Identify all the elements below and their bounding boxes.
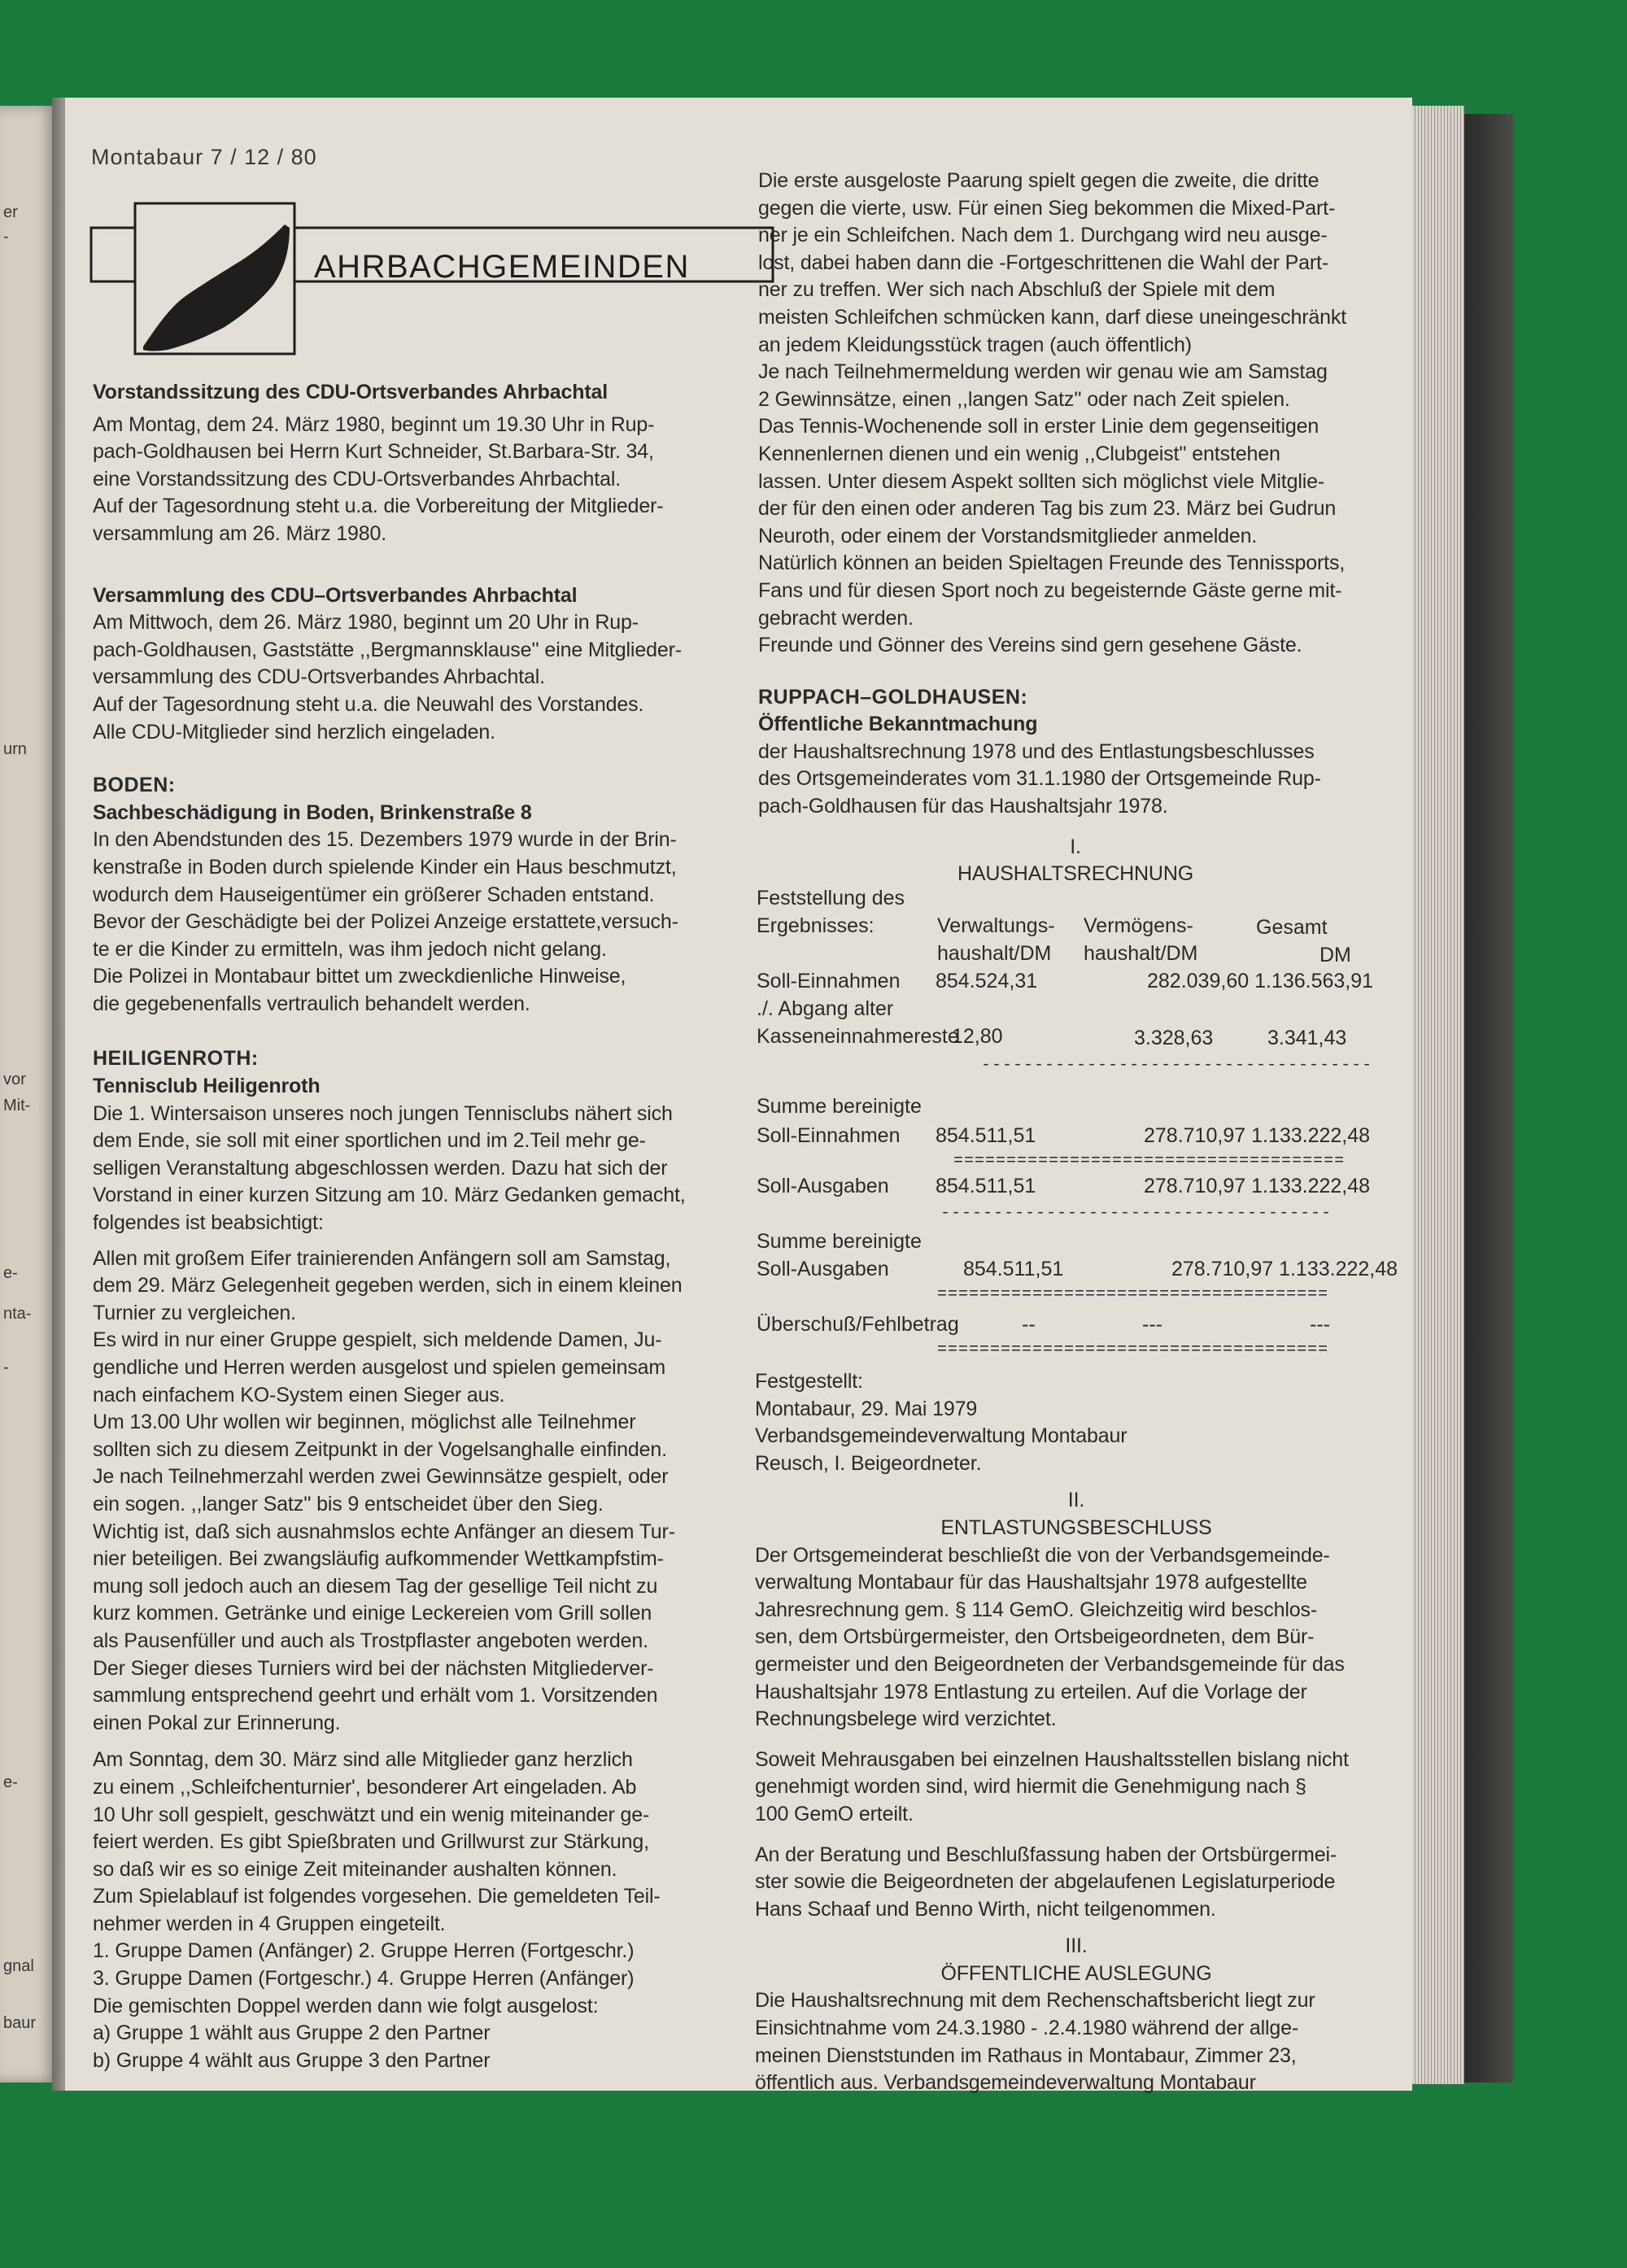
article-line: Es wird in nur einer Gruppe gespielt, sich meldende Damen, Ju- — [93, 1328, 662, 1352]
article-heading: Öffentliche Bekanntmachung — [758, 713, 1038, 736]
article-line: lost, dabei haben dann die -Fortgeschrittenen die Wahl der Part- — [758, 251, 1328, 274]
table-cell: -- — [1022, 1313, 1036, 1336]
article-line: als Pausenfüller und auch als Trostpflaster angeboten werden. — [93, 1629, 648, 1652]
table-cell: 282.039,60 1.136.563,91 — [1147, 970, 1374, 992]
article-line: Jahresrechnung gem. § 114 GemO. Gleichzeitig wird beschlos- — [755, 1598, 1318, 1621]
article-line: Je nach Teilnehmerzahl werden zwei Gewinnsätze gespielt, oder — [93, 1465, 669, 1489]
margin-fragment: er — [3, 203, 18, 221]
table-rule: ===================================== — [937, 1341, 1329, 1359]
margin-fragment: e- — [3, 1773, 18, 1791]
article-line: sollten sich zu diesem Zeitpunkt in der Vogelsanghalle einfinden. — [93, 1437, 667, 1461]
article-line: 10 Uhr soll gespielt, geschwätzt und ein wenig miteinander ge- — [93, 1803, 650, 1826]
margin-fragment: e- — [3, 1264, 18, 1282]
table-cell: 12,80 — [952, 1025, 1003, 1048]
table-col-header: DM — [1319, 944, 1351, 966]
page-edges — [1412, 106, 1464, 2084]
article-line: versammlung am 26. März 1980. — [93, 521, 387, 545]
article-line: pach-Goldhausen bei Herrn Kurt Schneider, St.Barbara-Str. 34, — [93, 440, 654, 464]
section-title: AHRBACHGEMEINDEN — [314, 249, 690, 285]
article-line: nehmer werden in 4 Gruppen eingeteilt. — [93, 1912, 446, 1935]
table-cell: 3.328,63 — [1134, 1027, 1214, 1049]
article-line: Am Sonntag, dem 30. März sind alle Mitglieder ganz herzlich — [93, 1748, 633, 1772]
article-line: Allen mit großem Eifer trainierenden Anfängern soll am Samstag, — [93, 1246, 671, 1270]
table-rule: ===================================== — [953, 1152, 1346, 1171]
article-line: meinen Dienststunden im Rathaus in Montabaur, Zimmer 23, — [755, 2043, 1297, 2067]
article-line: Freunde und Gönner des Vereins sind gern gesehene Gäste. — [758, 634, 1302, 657]
article-line: dem Ende, sie soll mit einer sportlichen und im 2.Teil mehr ge- — [93, 1129, 646, 1153]
table-cell: --- — [1142, 1313, 1162, 1336]
subsection-title: ENTLASTUNGSBESCHLUSS — [940, 1516, 1212, 1539]
table-rule: ===================================== — [937, 1285, 1329, 1304]
article-line: ein sogen. ,,langer Satz'' bis 9 entscheidet über den Sieg. — [93, 1492, 604, 1516]
table-col-header: haushalt/DM — [937, 942, 1052, 965]
article-line: eine Vorstandssitzung des CDU-Ortsverbandes Ahrbachtal. — [93, 467, 622, 491]
article-line: Der Sieger dieses Turniers wird bei der nächsten Mitgliederver- — [93, 1656, 654, 1680]
table-col-header: Vermögens- — [1084, 914, 1193, 937]
article-line: Zum Spielablauf ist folgendes vorgesehen. Die gemeldeten Teil- — [93, 1885, 661, 1908]
article-line: te er die Kinder zu ermitteln, was ihm jedoch nicht gelang. — [93, 937, 607, 961]
article-line: dem 29. März Gelegenheit gegeben werden, sich in einem kleinen — [93, 1274, 683, 1298]
article-line: pach-Goldhausen für das Haushaltsjahr 1978. — [758, 795, 1168, 818]
article-line: ner je ein Schleifchen. Nach dem 1. Durchgang wird neu ausge- — [758, 224, 1328, 247]
roman-numeral: I. — [1070, 835, 1081, 858]
masthead: Montabaur 7 / 12 / 80 — [91, 145, 317, 169]
article-line: folgendes ist beabsichtigt: — [93, 1211, 324, 1235]
article-line: Soweit Mehrausgaben bei einzelnen Haushaltsstellen bislang nicht — [755, 1747, 1349, 1771]
right-column-lower — [755, 1368, 1398, 2097]
article-line: Bevor der Geschädigte bei der Polizei Anzeige erstattete,versuch- — [93, 910, 678, 934]
table-cell: 278.710,97 1.133.222,48 — [1144, 1124, 1371, 1147]
newspaper-page — [65, 98, 1412, 2095]
article-line: Am Mittwoch, dem 26. März 1980, beginnt um 20 Uhr in Rup- — [93, 611, 639, 635]
table-row-label: Soll-Einnahmen — [757, 1124, 901, 1147]
table-cell: --- — [1310, 1313, 1330, 1336]
table-cell: 854.511,51 — [936, 1124, 1036, 1147]
table-cell: 854.524,31 — [936, 970, 1038, 992]
subsection-title: HAUSHALTSRECHNUNG — [957, 862, 1194, 886]
article-line: Natürlich können an beiden Spieltagen Freunde des Tennissports, — [758, 552, 1346, 575]
table-label: Ergebnisses: — [757, 914, 875, 937]
table-col-header: Verwaltungs- — [937, 914, 1055, 937]
article-heading: Tennisclub Heiligenroth — [93, 1075, 321, 1098]
article-line: die gegebenenfalls vertraulich behandelt werden. — [93, 992, 530, 1015]
article-line: An der Beratung und Beschlußfassung haben der Ortsbürgermei- — [755, 1843, 1337, 1866]
article-line: b) Gruppe 4 wählt aus Gruppe 3 den Partner — [93, 2048, 491, 2072]
article-line: Am Montag, dem 24. März 1980, beginnt um 19.30 Uhr in Rup- — [93, 412, 655, 436]
place-heading: HEILIGENROTH: — [93, 1047, 259, 1071]
table-row-label: Kasseneinnahmereste — [757, 1025, 959, 1048]
article-line: mung soll jedoch auch an diesem Tag der gesellige Teil nicht zu — [93, 1574, 658, 1598]
article-line: Je nach Teilnehmermeldung werden wir genau wie am Samstag — [758, 360, 1328, 384]
table-rule: ------------------------------------- — [981, 1056, 1373, 1075]
article-line: Reusch, I. Beigeordneter. — [755, 1451, 982, 1475]
table-rule: ------------------------------------- — [940, 1204, 1333, 1223]
article-line: nier beteiligen. Bei zwangsläufig aufkommender Wettkampfstim- — [93, 1547, 664, 1571]
article-line: Verbandsgemeindeverwaltung Montabaur — [755, 1424, 1128, 1448]
article-line: gendliche und Herren werden ausgelost und spielen gemeinsam — [93, 1356, 666, 1379]
article-line: Festgestellt: — [755, 1370, 863, 1393]
article-line: des Ortsgemeinderates vom 31.1.1980 der Ortsgemeinde Rup- — [758, 767, 1321, 791]
table-row-label: Soll-Ausgaben — [757, 1258, 889, 1280]
article-line: Neuroth, oder einem der Vorstandsmitglieder anmelden. — [758, 524, 1258, 547]
facing-page-edge — [0, 106, 57, 2083]
place-heading: BODEN: — [93, 774, 176, 797]
article-line: kurz kommen. Getränke und einige Leckereien vom Grill sollen — [93, 1602, 652, 1625]
article-line: Die gemischten Doppel werden dann wie folgt ausgelost: — [93, 1994, 599, 2017]
article-line: selligen Veranstaltung abgeschlossen werden. Dazu hat sich der — [93, 1156, 668, 1180]
article-line: lassen. Unter diesem Aspekt sollten sich möglichst viele Mitglie- — [758, 469, 1325, 493]
article-line: so daß wir es so einige Zeit miteinander aushalten können. — [93, 1857, 617, 1881]
margin-fragment: - — [3, 1359, 9, 1376]
article-line: Einsichtnahme vom 24.3.1980 - .2.4.1980 während der allge- — [755, 2017, 1299, 2040]
article-heading: Versammlung des CDU–Ortsverbandes Ahrbachtal — [93, 583, 578, 607]
article-line: Alle CDU-Mitglieder sind herzlich eingeladen. — [93, 720, 495, 744]
article-heading: Vorstandssitzung des CDU-Ortsverbandes Ahrbachtal — [93, 381, 608, 403]
article-line: In den Abendstunden des 15. Dezembers 1979 wurde in der Brin- — [93, 828, 677, 852]
article-line: an jedem Kleidungsstück tragen (auch öffentlich) — [758, 333, 1192, 356]
article-line: einen Pokal zur Erinnerung. — [93, 1711, 341, 1734]
article-line: zu einem ,,Schleifchenturnier', besonderer Art eingeladen. Ab — [93, 1775, 637, 1799]
article-line: Fans und für diesen Sport noch zu begeisternde Gäste gerne mit- — [758, 578, 1342, 602]
subsection-title: ÖFFENTLICHE AUSLEGUNG — [940, 1961, 1212, 1985]
article-line: 100 GemO erteilt. — [755, 1802, 914, 1825]
article-line: ster sowie die Beigeordneten der abgelaufenen Legislaturperiode — [755, 1870, 1336, 1894]
table-label: Feststellung des — [757, 887, 905, 909]
table-row-label: ./. Abgang alter — [757, 997, 894, 1020]
article-line: germeister und den Beigeordneten der Verbandsgemeinde für das — [755, 1652, 1345, 1676]
table-row-label: Summe bereinigte — [757, 1095, 922, 1118]
article-line: pach-Goldhausen, Gaststätte ,,Bergmannsklause'' eine Mitglieder- — [93, 638, 682, 661]
article-heading: Sachbeschädigung in Boden, Brinkenstraße 8 — [93, 800, 532, 824]
roman-numeral: III. — [1065, 1934, 1088, 1958]
roman-numeral: II. — [1067, 1489, 1085, 1512]
article-line: Der Ortsgemeinderat beschließt die von der Verbandsgemeinde- — [755, 1543, 1330, 1567]
article-line: Die 1. Wintersaison unseres noch jungen Tennisclubs nähert sich — [93, 1101, 673, 1125]
place-heading: RUPPACH–GOLDHAUSEN: — [758, 685, 1028, 709]
margin-fragment: baur — [3, 2014, 37, 2032]
river-silhouette-icon — [143, 225, 290, 351]
table-row-label: Soll-Ausgaben — [757, 1175, 889, 1197]
table-row-label: Überschuß/Fehlbetrag — [757, 1313, 959, 1336]
margin-fragment: urn — [3, 740, 27, 758]
margin-fragment: gnal — [3, 1957, 34, 1975]
article-line: Kennenlernen dienen und ein wenig ,,Clubgeist'' entstehen — [758, 442, 1280, 465]
margin-fragment: nta- — [3, 1305, 32, 1323]
article-line: gegen die vierte, usw. Für einen Sieg bekommen die Mixed-Part- — [758, 196, 1336, 220]
article-line: meisten Schleifchen schmücken kann, darf diese uneingeschränkt — [758, 305, 1347, 329]
article-line: a) Gruppe 1 wählt aus Gruppe 2 den Partner — [93, 2022, 491, 2045]
article-line: 3. Gruppe Damen (Fortgeschr.) 4. Gruppe Herren (Anfänger) — [93, 1967, 635, 1991]
article-line: nach einfachem KO-System einen Sieger aus. — [93, 1383, 505, 1407]
article-line: 2 Gewinnsätze, einen ,,langen Satz'' oder nach Zeit spielen. — [758, 387, 1290, 411]
table-row-label: Summe bereinigte — [757, 1230, 922, 1253]
article-line: versammlung des CDU-Ortsverbandes Ahrbachtal. — [93, 665, 545, 689]
article-line: der für den einen oder anderen Tag bis zum 23. März bei Gudrun — [758, 497, 1337, 521]
article-line: Rechnungsbelege wird verzichtet. — [755, 1708, 1057, 1731]
left-column — [93, 379, 735, 2074]
green-background — [1513, 122, 1627, 2074]
article-line: Die Haushaltsrechnung mit dem Rechenschaftsbericht liegt zur — [755, 1989, 1315, 2013]
table-cell: 854.511,51 — [963, 1258, 1064, 1280]
margin-fragment: Mit- — [3, 1097, 31, 1114]
article-line: Auf der Tagesordnung steht u.a. die Vorbereitung der Mitglieder- — [93, 495, 664, 518]
article-line: verwaltung Montabaur für das Haushaltsjahr 1978 aufgestellte — [755, 1571, 1307, 1594]
article-line: 1. Gruppe Damen (Anfänger) 2. Gruppe Herren (Fortgeschr.) — [93, 1939, 635, 1963]
article-line: sen, dem Ortsbürgermeister, den Ortsbeigeordneten, dem Bür- — [755, 1625, 1315, 1649]
book-spine — [1464, 114, 1513, 2083]
article-line: Um 13.00 Uhr wollen wir beginnen, möglichst alle Teilnehmer — [93, 1411, 636, 1434]
article-line: Hans Schaaf und Benno Wirth, nicht teilgenommen. — [755, 1897, 1216, 1921]
article-line: Auf der Tagesordnung steht u.a. die Neuwahl des Vorstandes. — [93, 692, 644, 716]
table-cell: 278.710,97 1.133.222,48 — [1144, 1175, 1371, 1197]
article-line: Vorstand in einer kurzen Sitzung am 10. März Gedanken gemacht, — [93, 1184, 686, 1207]
article-line: sammlung entsprechend geehrt und erhält vom 1. Vorsitzenden — [93, 1684, 658, 1708]
article-line: der Haushaltsrechnung 1978 und des Entlastungsbeschlusses — [758, 739, 1315, 763]
article-line: öffentlich aus. Verbandsgemeindeverwaltung Montabaur — [755, 2071, 1256, 2095]
article-line: Wichtig ist, daß sich ausnahmslos echte Anfänger an diesem Tur- — [93, 1520, 675, 1543]
article-line: wodurch dem Hauseigentümer ein größerer Schaden entstand. — [93, 883, 655, 906]
table-row-label: Soll-Einnahmen — [757, 970, 901, 992]
article-line: feiert werden. Es gibt Spießbraten und Grillwurst zur Stärkung, — [93, 1830, 649, 1854]
margin-fragment: - — [3, 228, 9, 246]
article-line: Haushaltsjahr 1978 Entlastung zu erteilen. Auf die Vorlage der — [755, 1680, 1307, 1703]
article-line: Die erste ausgeloste Paarung spielt gegen die zweite, die dritte — [758, 169, 1319, 192]
article-line: kenstraße in Boden durch spielende Kinder ein Haus beschmutzt, — [93, 855, 677, 879]
margin-fragment: vor — [3, 1071, 26, 1088]
article-line: Die Polizei in Montabaur bittet um zweckdienliche Hinweise, — [93, 965, 626, 988]
article-line: genehmigt worden sind, wird hiermit die Genehmigung nach § — [755, 1775, 1306, 1799]
article-line: Montabaur, 29. Mai 1979 — [755, 1397, 978, 1420]
article-line: Das Tennis-Wochenende soll in erster Linie dem gegenseitigen — [758, 415, 1319, 438]
table-col-header: Gesamt — [1256, 916, 1328, 939]
article-line: ner zu treffen. Wer sich nach Abschluß der Spiele mit dem — [758, 278, 1276, 302]
article-line: gebracht werden. — [758, 606, 914, 630]
table-cell: 278.710,97 1.133.222,48 — [1171, 1258, 1398, 1280]
table-cell: 3.341,43 — [1267, 1027, 1347, 1049]
article-line: Turnier zu vergleichen. — [93, 1301, 296, 1324]
table-col-header: haushalt/DM — [1084, 942, 1198, 965]
table-cell: 854.511,51 — [936, 1175, 1036, 1197]
